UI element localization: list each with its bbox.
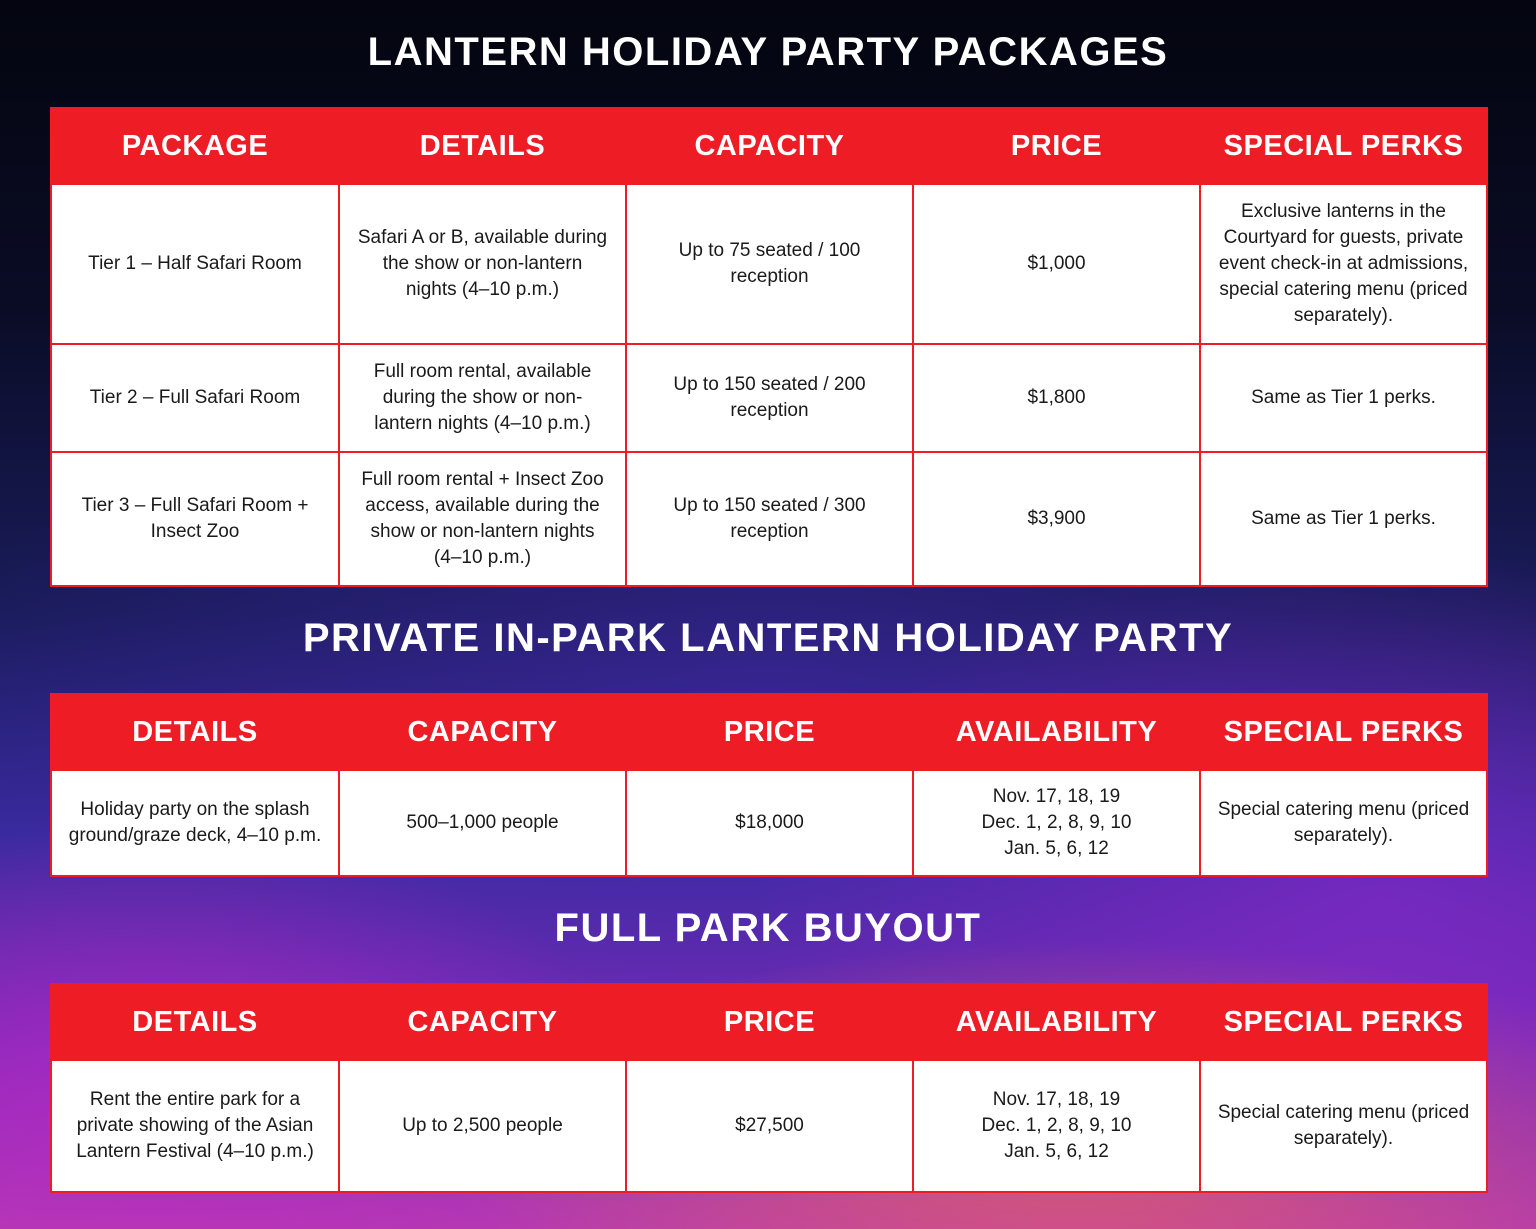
package-name: Tier 2 – Full Safari Room <box>51 344 339 452</box>
package-details: Full room rental + Insect Zoo access, available during the show or non-lantern nights (4–10 p.m.) <box>339 452 626 586</box>
availability-date-line: Dec. 1, 2, 8, 9, 10 <box>981 1115 1132 1136</box>
header-capacity: CAPACITY <box>626 108 913 184</box>
availability-date-line: Nov. 17, 18, 19 <box>992 1089 1121 1110</box>
availability-date-line: Dec. 1, 2, 8, 9, 10 <box>981 812 1132 833</box>
header-price: PRICE <box>626 694 913 770</box>
table-row <box>51 1060 1487 1192</box>
header-special-perks: SPECIAL PERKS <box>1200 108 1487 184</box>
table-row <box>51 770 1487 876</box>
header-capacity: CAPACITY <box>339 694 626 770</box>
header-availability: AVAILABILITY <box>913 694 1200 770</box>
header-price: PRICE <box>626 984 913 1060</box>
buyout-details: Rent the entire park for a private showing of the Asian Lantern Festival (4–10 p.m.) <box>51 1060 339 1192</box>
package-details: Full room rental, available during the show or non-lantern nights (4–10 p.m.) <box>339 344 626 452</box>
package-price: $3,900 <box>913 452 1200 586</box>
party-capacity: 500–1,000 people <box>339 770 626 876</box>
table-row <box>51 452 1487 586</box>
package-price: $1,000 <box>913 184 1200 344</box>
buyout-availability <box>913 1060 1200 1192</box>
party-details: Holiday party on the splash ground/graze deck, 4–10 p.m. <box>51 770 339 876</box>
packages-title: LANTERN HOLIDAY PARTY PACKAGES <box>367 30 1169 74</box>
header-capacity: CAPACITY <box>339 984 626 1060</box>
package-capacity: Up to 150 seated / 300 reception <box>626 452 913 586</box>
package-price: $1,800 <box>913 344 1200 452</box>
buyout-capacity: Up to 2,500 people <box>339 1060 626 1192</box>
package-name: Tier 3 – Full Safari Room + Insect Zoo <box>51 452 339 586</box>
package-perks: Same as Tier 1 perks. <box>1200 344 1487 452</box>
buyout-price: $27,500 <box>626 1060 913 1192</box>
buyout-title: FULL PARK BUYOUT <box>554 906 982 950</box>
header-availability: AVAILABILITY <box>913 984 1200 1060</box>
packages-table <box>50 107 1488 587</box>
header-package: PACKAGE <box>51 108 339 184</box>
availability-date-line: Jan. 5, 6, 12 <box>1004 838 1109 859</box>
package-capacity: Up to 75 seated / 100 reception <box>626 184 913 344</box>
header-details: DETAILS <box>339 108 626 184</box>
header-special-perks: SPECIAL PERKS <box>1200 984 1487 1060</box>
party-price: $18,000 <box>626 770 913 876</box>
package-name: Tier 1 – Half Safari Room <box>51 184 339 344</box>
private-party-table <box>50 693 1488 877</box>
buyout-table <box>50 983 1488 1193</box>
package-capacity: Up to 150 seated / 200 reception <box>626 344 913 452</box>
header-details: DETAILS <box>51 694 339 770</box>
private-party-header-row <box>51 694 1487 770</box>
availability-date-line: Jan. 5, 6, 12 <box>1004 1141 1109 1162</box>
header-price: PRICE <box>913 108 1200 184</box>
table-row <box>51 184 1487 344</box>
buyout-perks: Special catering menu (priced separately). <box>1200 1060 1487 1192</box>
table-row <box>51 344 1487 452</box>
availability-date-line: Nov. 17, 18, 19 <box>992 786 1121 807</box>
private-party-title: PRIVATE IN-PARK LANTERN HOLIDAY PARTY <box>302 616 1234 660</box>
buyout-header-row <box>51 984 1487 1060</box>
packages-header-row <box>51 108 1487 184</box>
package-perks: Exclusive lanterns in the Courtyard for guests, private event check-in at admissions, special catering menu (priced separately). <box>1200 184 1487 344</box>
party-perks: Special catering menu (priced separately). <box>1200 770 1487 876</box>
party-availability <box>913 770 1200 876</box>
header-details: DETAILS <box>51 984 339 1060</box>
header-special-perks: SPECIAL PERKS <box>1200 694 1487 770</box>
package-details: Safari A or B, available during the show or non-lantern nights (4–10 p.m.) <box>339 184 626 344</box>
package-perks: Same as Tier 1 perks. <box>1200 452 1487 586</box>
